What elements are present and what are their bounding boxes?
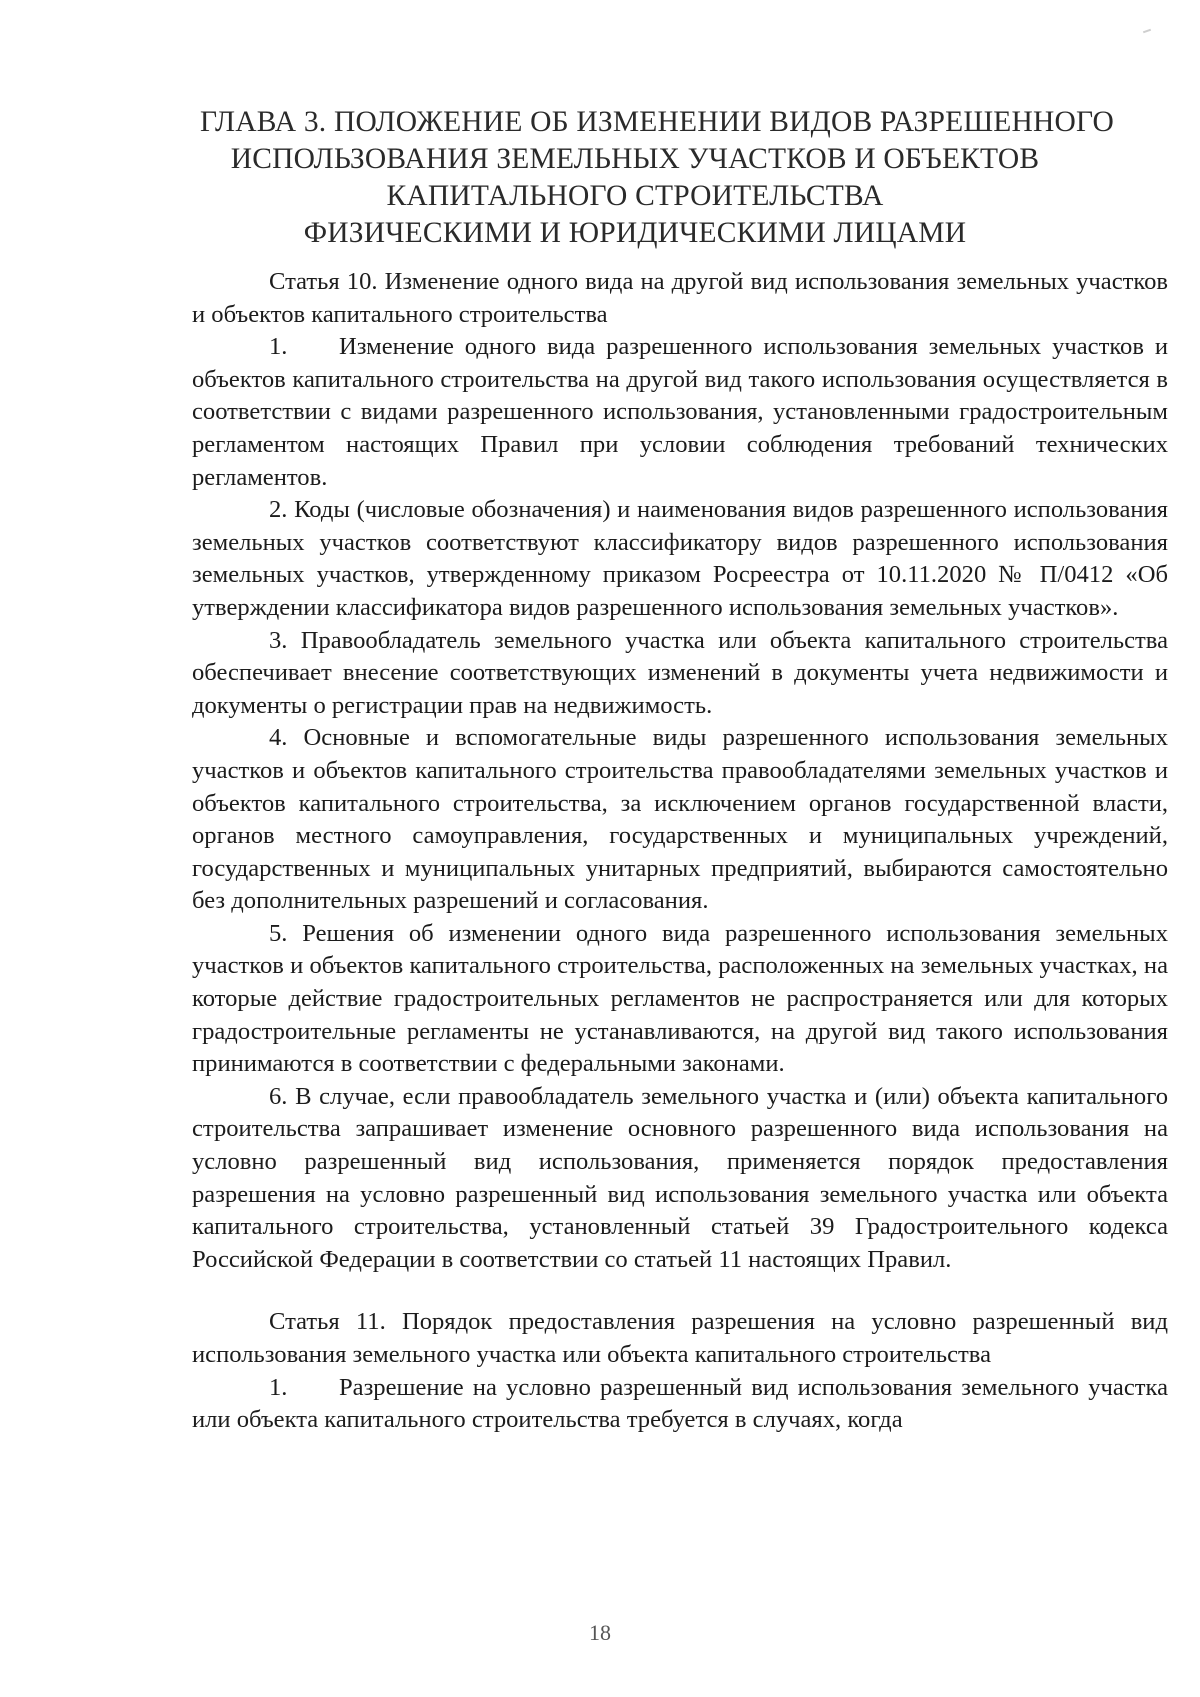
- article-10-paragraph-3: 3. Правообладатель земельного участка или объекта капитального строительства обеспечивает внесение соответствующих изменений в документы учета недвижимости и документы о регистрации прав на недвижимость.: [192, 626, 1168, 719]
- article-10-heading: Статья 10. Изменение одного вида на другой вид использования земельных участков и объектов капитального строительства: [192, 268, 1168, 328]
- article-10-paragraph-4: 4. Основные и вспомогательные виды разрешенного использования земельных участков и объектов капитального строительства правообладателями земельных участков и объектов капитального строительства, за исключением органов государственной власти, органов местного самоуправления, государственных и муниципальных учреждений, государственных и муниципальных унитарных предприятий, выбираются самостоятельно без дополнительных разрешений и согласования.: [192, 724, 1168, 915]
- paragraph-number: 1.: [269, 333, 288, 361]
- article-10-paragraph-2: 2. Коды (числовые обозначения) и наименования видов разрешенного использования земельных участков соответствуют классификатору видов разрешенного использования земельных участков, утвержденному приказом Росреестра от 10.11.2020 № П/0412 «Об утверждении классификатора видов разрешенного использования земельных участков».: [192, 496, 1168, 621]
- article-10-paragraph-6: 6. В случае, если правообладатель земельного участка и (или) объекта капитального строительства запрашивает изменение основного разрешенного вида использования на условно разрешенный вид использования, применяется порядок предоставления разрешения на условно разрешенный вид использования земельного участка или объекта капитального строительства, установленный статьей 39 Градостроительного кодекса Российской Федерации в соответствии со статьей 11 настоящих Правил.: [192, 1082, 1168, 1273]
- chapter-title: [200, 104, 1115, 252]
- chapter-title-line: ГЛАВА 3. ПОЛОЖЕНИЕ ОБ ИЗМЕНЕНИИ ВИДОВ РАЗРЕШЕННОГО: [200, 106, 1115, 138]
- article-10-paragraph-5: 5. Решения об изменении одного вида разрешенного использования земельных участков и объектов капитального строительства, расположенных на земельных участках, на которые действие градостроительных регламентов не распространяется или для которых градостроительные регламенты не устанавливаются, на другой вид такого использования принимаются в соответствии с федеральными законами.: [192, 919, 1168, 1078]
- chapter-title-line: КАПИТАЛЬНОГО СТРОИТЕЛЬСТВА: [386, 180, 884, 212]
- article-10-paragraph-1: [192, 331, 1168, 494]
- scan-speck: [1143, 29, 1151, 34]
- document-body: [192, 266, 1168, 1437]
- chapter-title-line: ФИЗИЧЕСКИМИ И ЮРИДИЧЕСКИМИ ЛИЦАМИ: [303, 217, 967, 249]
- paragraph-text: Разрешение на условно разрешенный вид использования земельного участка или объекта капитального строительства требуется в случаях, когда: [192, 1373, 1168, 1434]
- section-gap: [192, 1276, 1168, 1306]
- article-11-paragraph-1: [192, 1372, 1168, 1437]
- chapter-title-line: ИСПОЛЬЗОВАНИЯ ЗЕМЕЛЬНЫХ УЧАСТКОВ И ОБЪЕКТОВ: [230, 143, 1040, 175]
- page-number: 18: [589, 1620, 611, 1645]
- article-11-heading: Статья 11. Порядок предоставления разрешения на условно разрешенный вид использования земельного участка или объекта капитального строительства: [192, 1308, 1168, 1368]
- paragraph-text: Изменение одного вида разрешенного использования земельных участков и объектов капитального строительства на другой вид такого использования осуществляется в соответствии с видами разрешенного использования, установленными градостроительным регламентом настоящих Правил при условии соблюдения требований технических регламентов.: [192, 333, 1168, 491]
- paragraph-number: 1.: [269, 1373, 288, 1401]
